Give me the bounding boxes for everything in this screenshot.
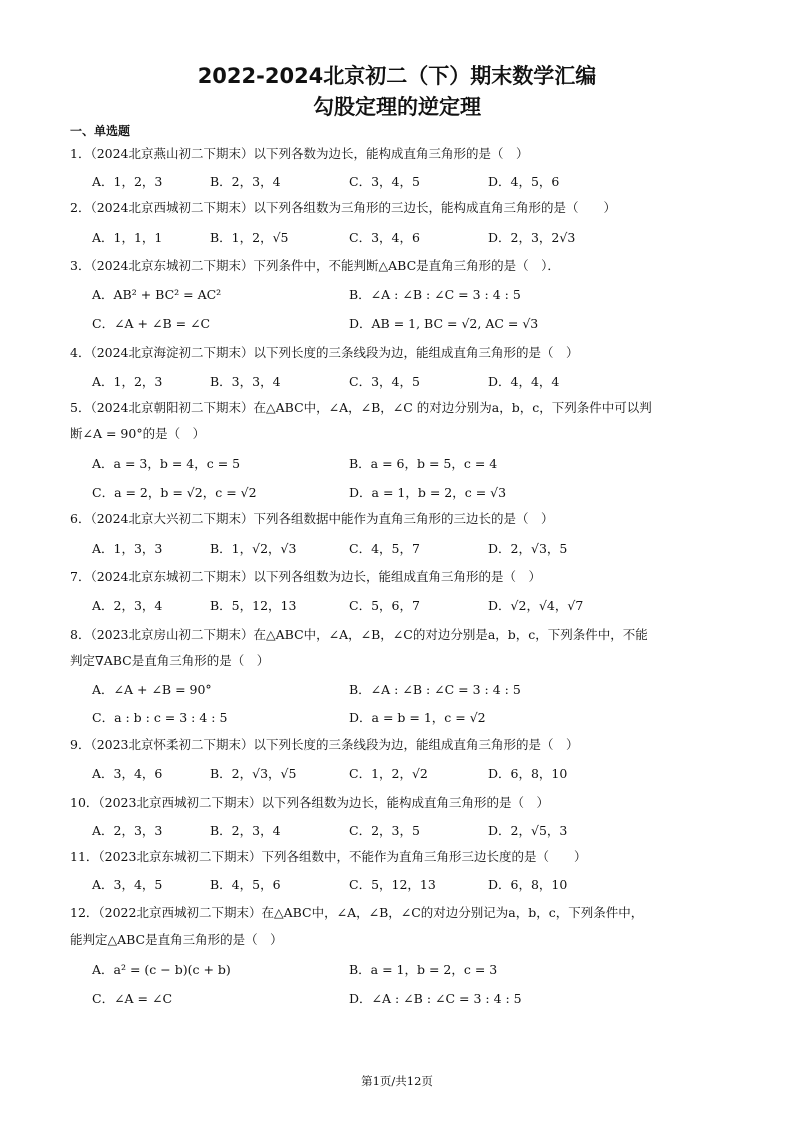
question-8-option-a: A．∠A + ∠B = 90° [92,682,212,697]
question-6-stem: 6．（2024北京大兴初二下期末）下列各组数据中能作为直角三角形的三边长的是（ ） [70,511,554,526]
question-8-option-b: B．∠A : ∠B : ∠C = 3 : 4 : 5 [349,682,521,697]
question-5-option-b: B．a = 6，b = 5，c = 4 [349,456,498,471]
question-12-stem: 12．（2022北京西城初二下期末）在△ABC中，∠A，∠B，∠C的对边分别记为a，b，c，下列条件中， [70,905,644,920]
question-3-option-c: C．∠A + ∠B = ∠C [92,316,211,331]
question-3-option-d: D．AB = 1, BC = √2, AC = √3 [349,316,539,331]
question-4-option-a: A．1，2，3 [92,374,163,389]
question-8-stem-continued: 判定∇ABC是直角三角形的是（ ） [70,653,270,668]
question-8-option-d: D．a = b = 1，c = √2 [349,710,486,725]
question-5-stem-continued: 断∠A = 90°的是（ ） [70,426,206,441]
question-7-option-c: C．5，6，7 [349,598,420,613]
question-12-option-b: B．a = 1，b = 2，c = 3 [349,962,498,977]
question-5-option-c: C．a = 2，b = √2，c = √2 [92,485,257,500]
question-10-option-d: D．2，√5，3 [488,823,568,838]
page-number: 第1页/共12页 [361,1074,433,1088]
question-9-option-b: B．2，√3，√5 [210,766,297,781]
question-1-option-b: B．2，3，4 [210,174,281,189]
question-4-option-c: C．3，4，5 [349,374,420,389]
question-12-option-a: A．a² = (c − b)(c + b) [92,962,231,977]
question-12-option-c: C．∠A = ∠C [92,991,173,1006]
document-subtitle: 勾股定理的逆定理 [313,95,481,119]
question-1-option-a: A．1，2，3 [92,174,163,189]
question-11-stem: 11．（2023北京东城初二下期末）下列各组数中，不能作为直角三角形三边长度的是（ ） [70,849,587,864]
question-2-option-d: D．2，3，2√3 [488,230,576,245]
question-2-stem: 2．（2024北京西城初二下期末）以下列各组数为三角形的三边长，能构成直角三角形的是（ ） [70,200,617,215]
question-11-option-b: B．4，5，6 [210,877,281,892]
question-7-option-d: D．√2，√4，√7 [488,598,584,613]
question-9-option-d: D．6，8，10 [488,766,568,781]
question-4-option-d: D．4，4，4 [488,374,560,389]
question-6-option-d: D．2，√3，5 [488,541,568,556]
question-8-stem: 8．（2023北京房山初二下期末）在△ABC中，∠A，∠B，∠C的对边分别是a，b，c，下列条件中，不能 [70,627,648,642]
question-7-option-a: A．2，3，4 [92,598,163,613]
question-1-option-c: C．3，4，5 [349,174,420,189]
question-3-option-b: B．∠A : ∠B : ∠C = 3 : 4 : 5 [349,287,521,302]
section-heading: 一、单选题 [70,124,131,138]
question-10-stem: 10．（2023北京西城初二下期末）以下列各组数为边长，能构成直角三角形的是（ ） [70,795,549,810]
question-9-option-c: C．1，2，√2 [349,766,428,781]
question-5-stem: 5．（2024北京朝阳初二下期末）在△ABC中，∠A，∠B，∠C 的对边分别为a，b，c，下列条件中可以判 [70,400,652,415]
question-10-option-a: A．2，3，3 [92,823,163,838]
question-10-option-b: B．2，3，4 [210,823,281,838]
question-3-option-a: A．AB² + BC² = AC² [92,287,222,302]
question-12-option-d: D．∠A : ∠B : ∠C = 3 : 4 : 5 [349,991,522,1006]
question-1-stem: 1．（2024北京燕山初二下期末）以下列各数为边长，能构成直角三角形的是（ ） [70,146,529,161]
question-5-option-d: D．a = 1，b = 2，c = √3 [349,485,507,500]
question-9-option-a: A．3，4，6 [92,766,163,781]
document-title: 2022-2024北京初二（下）期末数学汇编 [197,64,597,88]
question-1-option-d: D．4，5，6 [488,174,560,189]
question-6-option-a: A．1，3，3 [92,541,163,556]
question-11-option-d: D．6，8，10 [488,877,568,892]
question-2-option-b: B．1，2，√5 [210,230,289,245]
question-3-stem: 3．（2024北京东城初二下期末）下列条件中，不能判断△ABC是直角三角形的是（ ）． [70,258,560,273]
question-11-option-a: A．3，4，5 [92,877,163,892]
question-9-stem: 9．（2023北京怀柔初二下期末）以下列长度的三条线段为边，能组成直角三角形的是（ ） [70,737,579,752]
question-5-option-a: A．a = 3，b = 4，c = 5 [92,456,241,471]
question-6-option-c: C．4，5，7 [349,541,420,556]
question-11-option-c: C．5，12，13 [349,877,436,892]
question-2-option-a: A．1，1，1 [92,230,163,245]
question-4-option-b: B．3，3，4 [210,374,281,389]
question-12-stem-continued: 能判定△ABC是直角三角形的是（ ） [70,932,283,947]
question-7-option-b: B．5，12，13 [210,598,297,613]
question-7-stem: 7．（2024北京东城初二下期末）以下列各组数为边长，能组成直角三角形的是（ ） [70,569,542,584]
question-2-option-c: C．3，4，6 [349,230,420,245]
question-8-option-c: C．a : b : c = 3 : 4 : 5 [92,710,228,725]
question-10-option-c: C．2，3，5 [349,823,420,838]
question-4-stem: 4．（2024北京海淀初二下期末）以下列长度的三条线段为边，能组成直角三角形的是（ ） [70,345,579,360]
question-6-option-b: B．1，√2，√3 [210,541,297,556]
